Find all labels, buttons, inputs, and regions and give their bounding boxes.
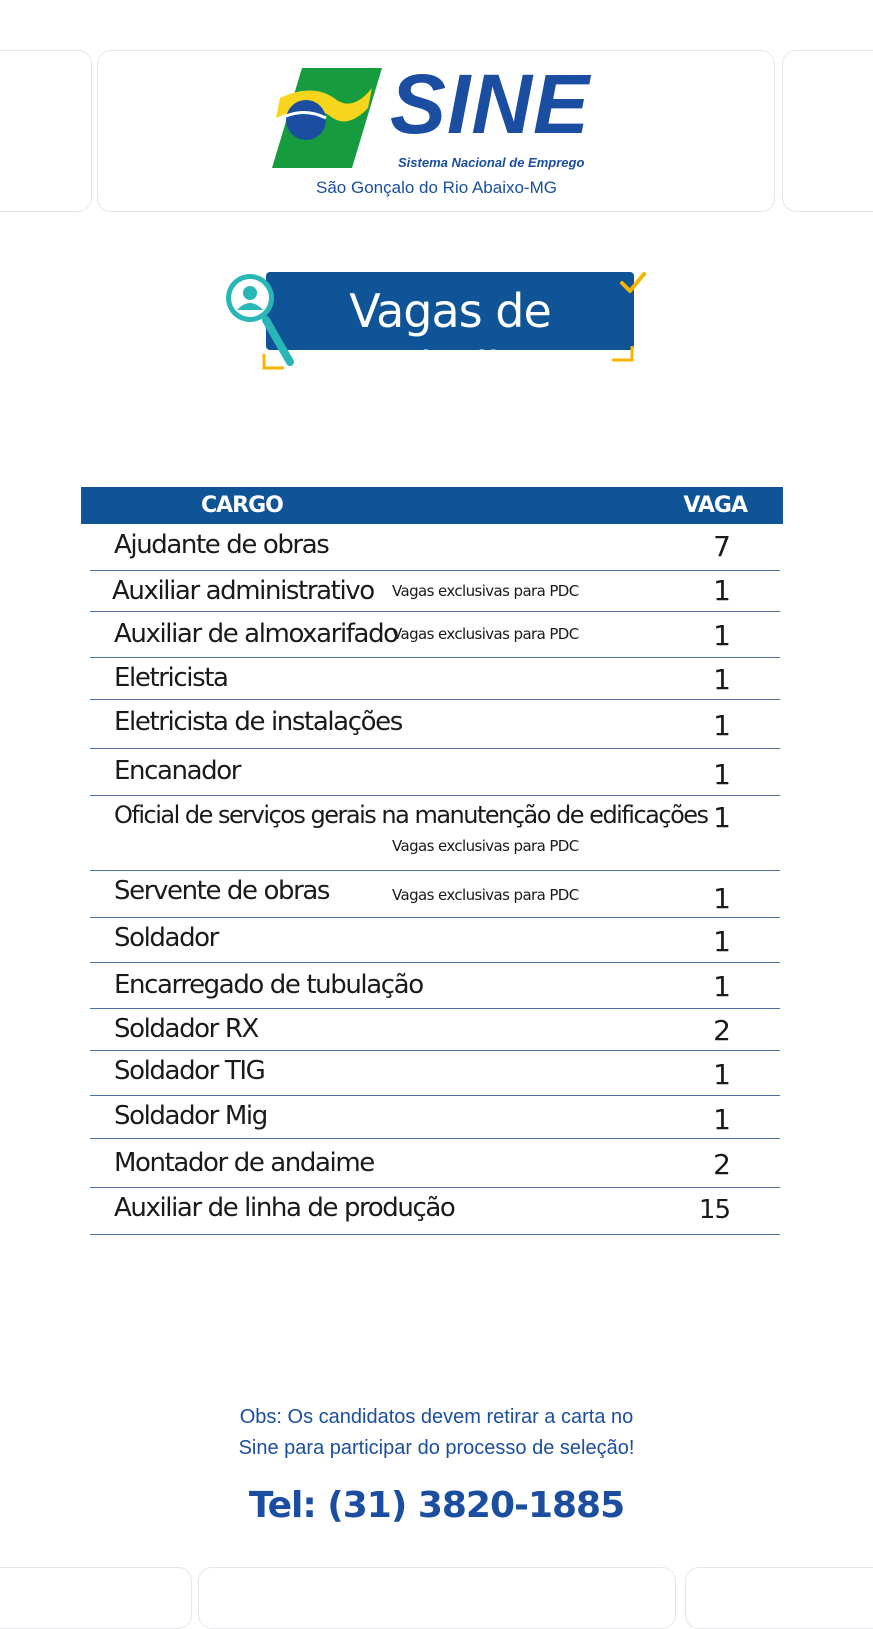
table-row — [90, 524, 780, 571]
vaga-cell: 1 — [713, 663, 730, 696]
vaga-cell: 1 — [713, 970, 730, 1003]
pdc-note: Vagas exclusivas para PDC — [392, 837, 579, 855]
background-card-bottom-middle — [198, 1567, 676, 1629]
table-row — [90, 917, 780, 963]
background-card-bottom-left — [0, 1567, 192, 1629]
location-label: São Gonçalo do Rio Abaixo-MG — [316, 178, 557, 197]
vaga-cell: 1 — [713, 1103, 730, 1136]
vaga-cell: 1 — [713, 709, 730, 742]
cargo-cell: Encanador — [114, 756, 241, 786]
vaga-cell: 2 — [713, 1148, 730, 1181]
sine-flag-logo-icon — [272, 68, 382, 168]
pdc-note: Vagas exclusivas para PDC — [392, 886, 579, 904]
background-card-bottom-right — [685, 1567, 873, 1629]
page-title: Vagas de trabalho — [349, 284, 551, 396]
pdc-note: Vagas exclusivas para PDC — [392, 582, 579, 600]
cargo-cell: Soldador Mig — [114, 1101, 267, 1131]
cargo-cell: Auxiliar de almoxarifado — [114, 619, 398, 649]
table-row — [90, 657, 780, 700]
logo-text: SINE — [390, 57, 591, 151]
vaga-cell: 1 — [713, 801, 730, 834]
vaga-cell: 1 — [713, 925, 730, 958]
table-row — [90, 1050, 780, 1096]
cargo-cell: Auxiliar de linha de produção — [114, 1193, 455, 1223]
table-row — [90, 962, 780, 1009]
table-row — [90, 795, 780, 871]
corner-accent-icon — [262, 352, 288, 372]
table-row — [90, 611, 780, 658]
cargo-cell: Encarregado de tubulação — [114, 970, 423, 1000]
corner-accent-icon — [610, 344, 636, 364]
cargo-cell: Auxiliar administrativo — [112, 576, 374, 606]
table-row — [90, 570, 780, 612]
cargo-cell: Servente de obras — [114, 876, 330, 906]
cargo-cell: Soldador TIG — [114, 1056, 265, 1086]
phone-number: Tel: (31) 3820-1885 — [248, 1485, 625, 1526]
observation-line-1: Obs: Os candidatos devem retirar a carta no — [239, 1406, 634, 1428]
pdc-note: Vagas exclusivas para PDC — [392, 625, 579, 643]
cargo-cell: Eletricista de instalações — [114, 707, 402, 737]
vaga-cell: 1 — [713, 882, 730, 915]
cargo-cell: Eletricista — [114, 663, 228, 693]
table-row — [90, 870, 780, 918]
table-row — [90, 748, 780, 796]
table-row — [90, 1187, 780, 1235]
table-row — [90, 1008, 780, 1051]
vaga-cell: 15 — [698, 1195, 730, 1225]
cargo-cell: Oficial de serviços gerais na manutenção de edificações — [114, 801, 708, 829]
observation-line-2: Sine para participar do processo de seleção! — [238, 1437, 635, 1459]
check-icon — [618, 268, 648, 298]
vaga-cell: 1 — [713, 758, 730, 791]
cargo-cell: Ajudante de obras — [114, 530, 329, 560]
vaga-cell: 1 — [713, 574, 730, 607]
column-header-vaga: VAGA — [683, 493, 747, 518]
observation-note — [0, 1402, 873, 1464]
vaga-cell: 2 — [713, 1014, 730, 1047]
table-header — [81, 487, 783, 524]
vaga-cell: 1 — [713, 1058, 730, 1091]
logo-subtitle: Sistema Nacional de Emprego — [398, 155, 585, 170]
vaga-cell: 1 — [713, 619, 730, 652]
table-row — [90, 1138, 780, 1188]
cargo-cell: Soldador RX — [114, 1014, 258, 1044]
table-row — [90, 1095, 780, 1139]
column-header-cargo: CARGO — [201, 493, 283, 518]
cargo-cell: Soldador — [114, 923, 218, 953]
table-row — [90, 699, 780, 749]
cargo-cell: Montador de andaime — [114, 1148, 374, 1178]
vaga-cell: 7 — [713, 530, 730, 563]
